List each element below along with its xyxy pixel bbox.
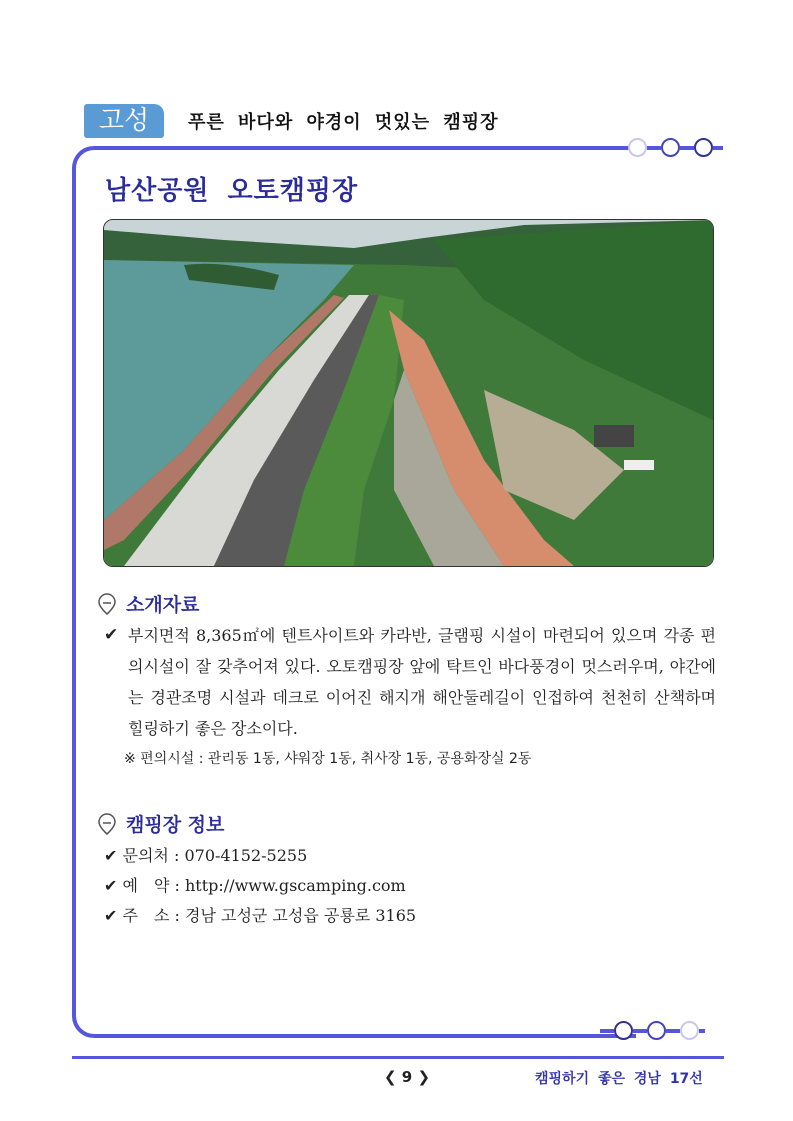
- info-contact: [104, 843, 307, 866]
- check-icon: ✔: [104, 906, 118, 925]
- info-reservation: [104, 873, 406, 896]
- region-badge: 고성: [84, 104, 164, 138]
- intro-text: 부지면적 8,365㎡에 텐트사이트와 카라반, 글램핑 시설이 마련되어 있으며 각종 편의시설이 잘 갖추어져 있다. 오토캠핑장 앞에 탁트인 바다풍경이 멋스러우며, 야간에는 경관조명 시설과 데크로 이어진 해지개 해안둘레길이 인접하여 천천히 산책하며 힐링하기 좋은 장소이다.: [128, 626, 716, 738]
- check-icon: ✔: [104, 625, 119, 645]
- intro-body: [104, 620, 716, 744]
- address-value: 경남 고성군 고성읍 공룡로 3165: [184, 906, 417, 925]
- location-pin-icon: [98, 813, 116, 835]
- check-icon: ✔: [104, 876, 118, 895]
- info-address: [104, 903, 416, 926]
- campsite-aerial-photo: [103, 219, 714, 567]
- page-number: ❮ 9 ❯: [384, 1068, 431, 1086]
- info-heading: [98, 810, 224, 837]
- info-heading-text: 캠핑장 정보: [126, 814, 225, 836]
- decorative-dots-top: [614, 138, 723, 157]
- facilities-note: ※ 편의시설 : 관리동 1동, 샤워장 1동, 취사장 1동, 공용화장실 2동: [124, 751, 532, 767]
- intro-heading-text: 소개자료: [126, 594, 200, 616]
- info-label: 주 소 :: [122, 906, 180, 925]
- decorative-dots-bottom: [600, 1021, 705, 1040]
- page-title: 남산공원 오토캠핑장: [105, 176, 359, 206]
- page-subtitle: 푸른 바다와 야경이 멋있는 캠핑장: [188, 112, 499, 133]
- info-label: 예 약 :: [122, 876, 180, 895]
- phone-value: 070-4152-5255: [184, 846, 308, 865]
- website-link[interactable]: http://www.gscamping.com: [184, 876, 406, 895]
- book-title: 캠핑하기 좋은 경남 17선: [535, 1071, 703, 1087]
- location-pin-icon: [98, 593, 116, 615]
- intro-heading: [98, 590, 199, 617]
- check-icon: ✔: [104, 846, 118, 865]
- footer-divider: [72, 1056, 724, 1059]
- info-label: 문의처 :: [122, 846, 180, 865]
